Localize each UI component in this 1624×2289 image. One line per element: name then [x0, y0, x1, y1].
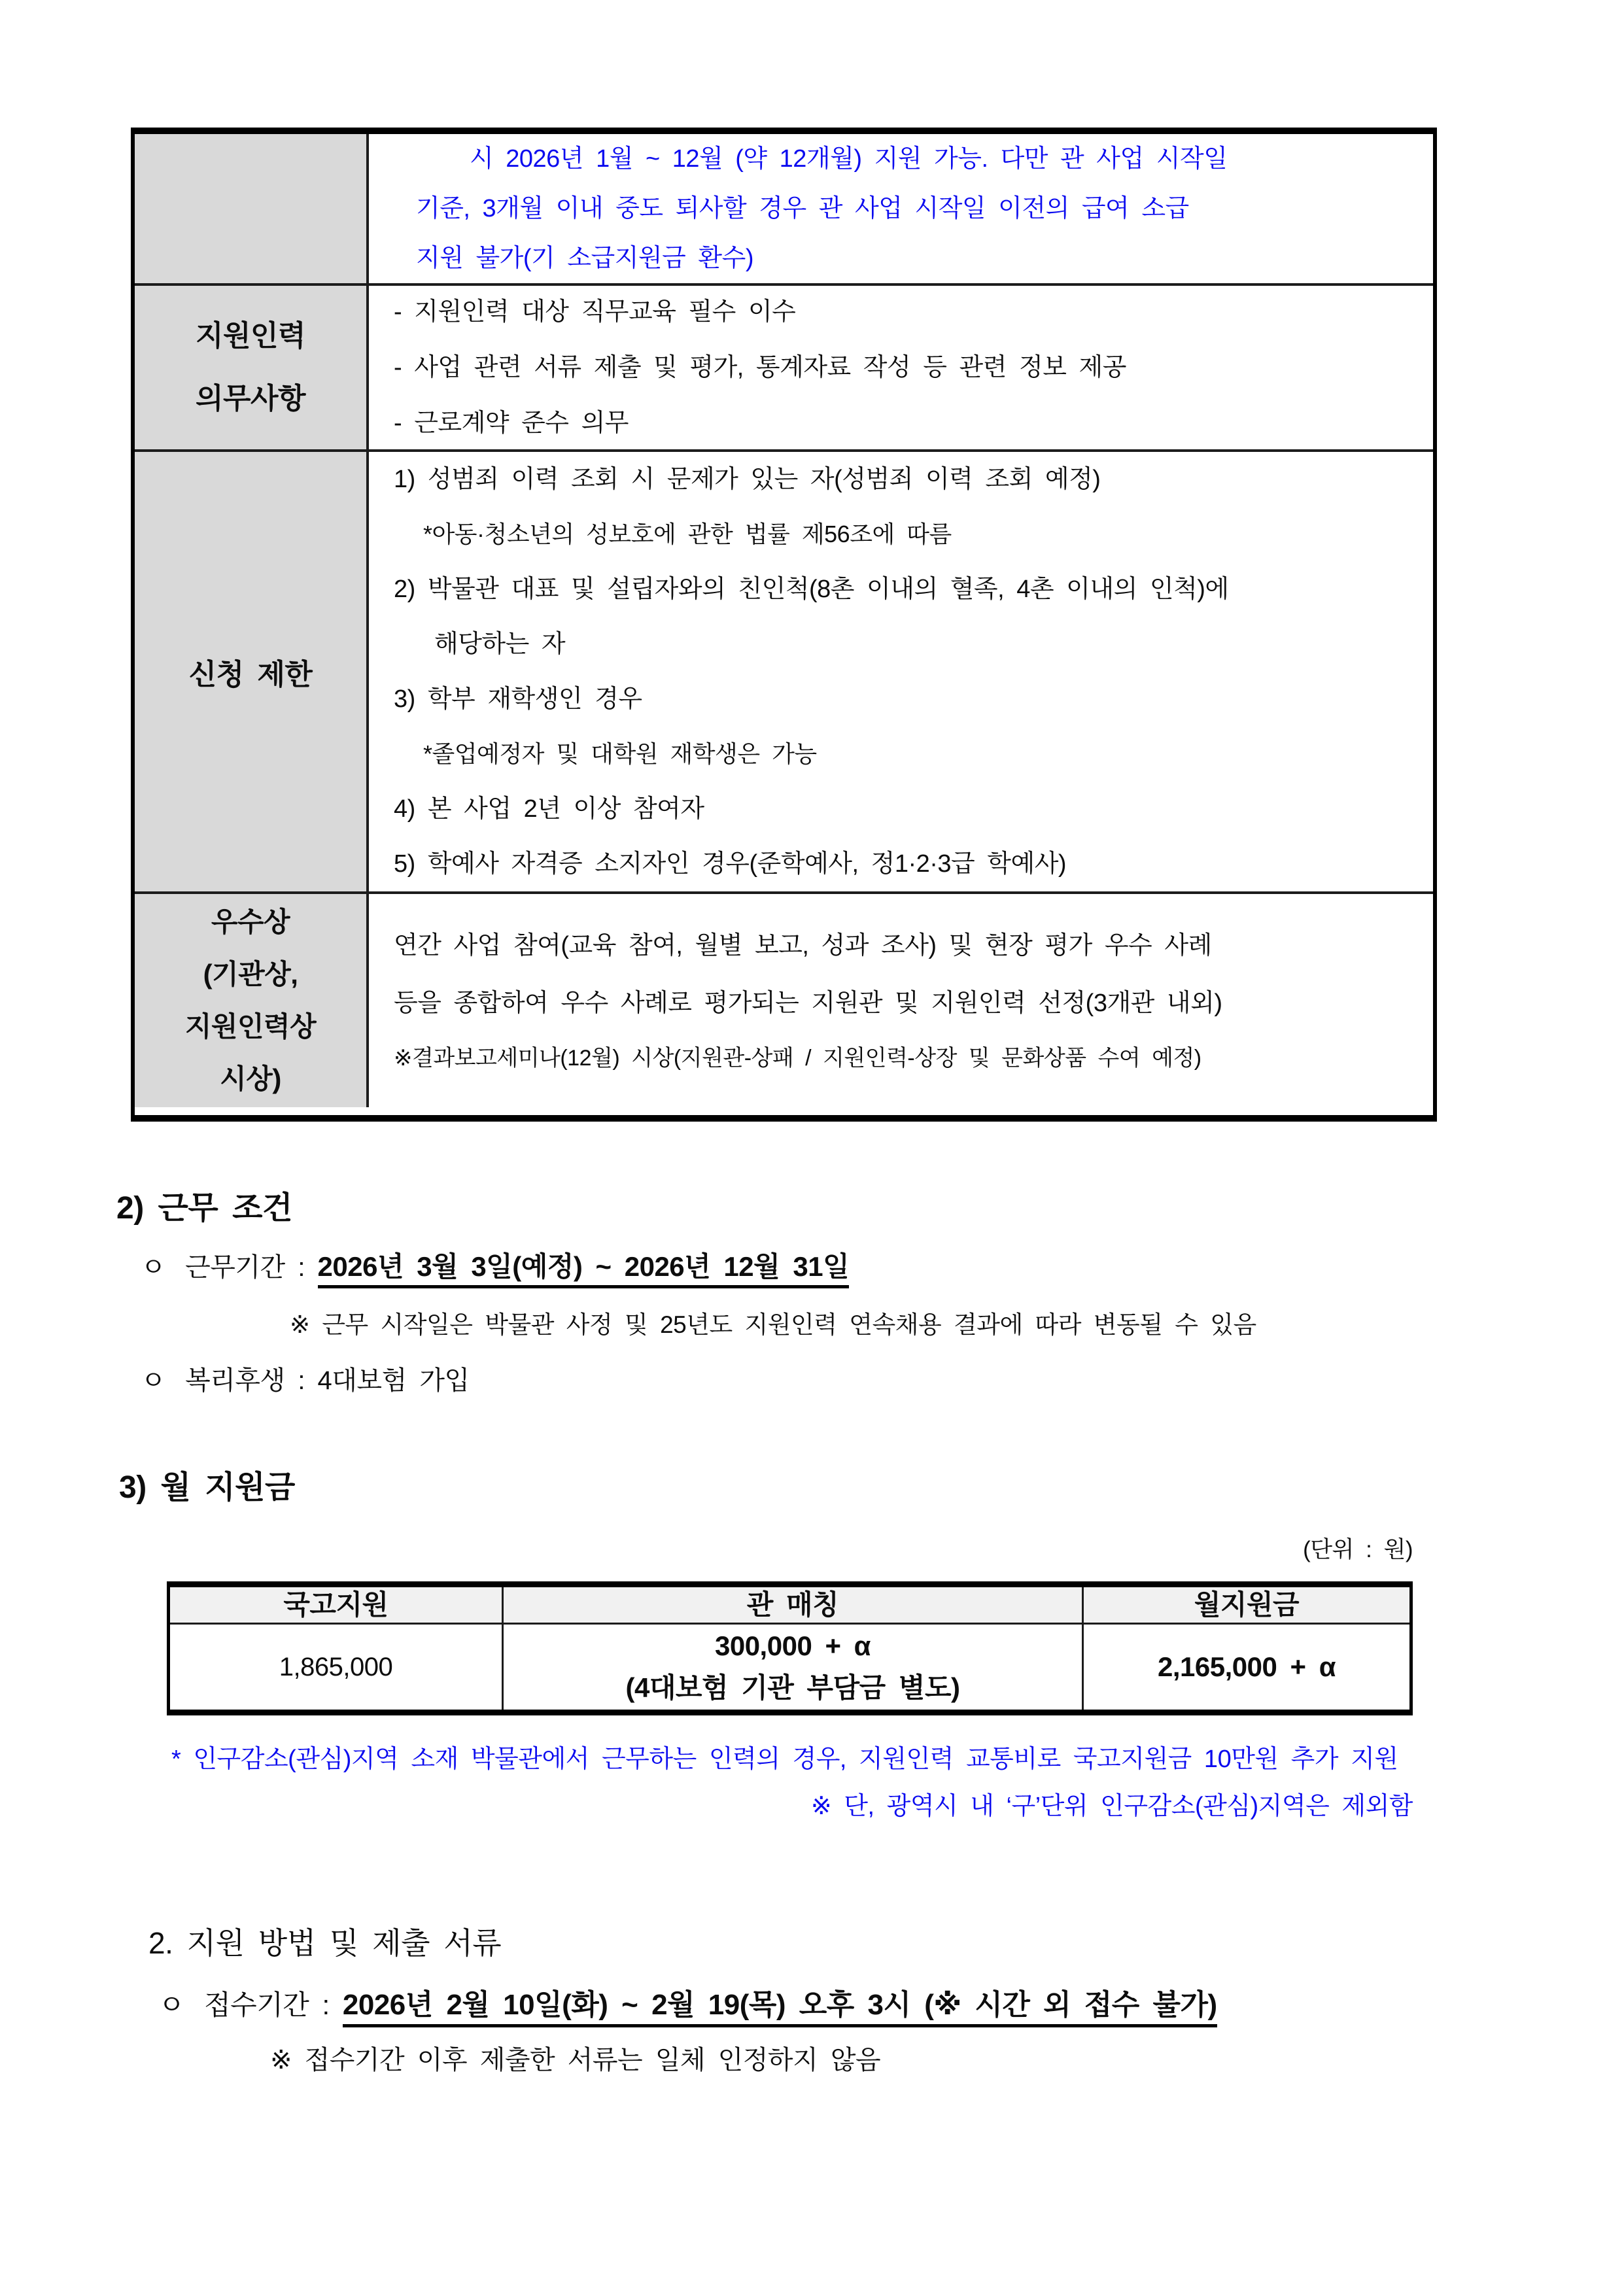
staff-duties-content	[369, 286, 1433, 449]
restriction-1-note: *아동·청소년의 성보호에 관한 법률 제56조에 따름	[423, 521, 952, 547]
grant-table-header-row	[170, 1587, 1409, 1625]
value-national-grant: 1,865,000	[170, 1625, 504, 1710]
application-period-value: 2026년 2월 10일(화) ~ 2월 19(목) 오후 3시 (※ 시간 외 접수 불가)	[343, 1989, 1217, 2027]
grant-note-exclusion: ※ 단, 광역시 내 ‘구’단위 인구감소(관심)지역은 제외함	[810, 1793, 1413, 1820]
application-period-label: 접수기간 :	[204, 1989, 343, 2020]
section-application-method-title: 2. 지원 방법 및 제출 서류	[148, 1926, 502, 1960]
value-museum-matching	[504, 1625, 1084, 1710]
restriction-1: 1) 성범죄 이력 조회 시 문제가 있는 자(성범죄 이력 조회 예정)	[394, 466, 1101, 493]
awards-line1: 연간 사업 참여(교육 참여, 월별 보고, 성과 조사) 및 현장 평가 우수 사례	[394, 932, 1212, 959]
restriction-2-cont: 해당하는 자	[434, 630, 566, 658]
grant-table-data-row	[170, 1625, 1409, 1710]
row-label-awards: 우수상 (기관상, 지원인력상 시상)	[135, 894, 369, 1107]
table-row-staff-duties	[135, 283, 1433, 449]
circle-bullet: ㅇ	[158, 1989, 185, 2020]
awards-content	[369, 894, 1433, 1107]
awards-line2: 등을 종합하여 우수 사례로 평가되는 지원관 및 지원인력 선정(3개관 내외)	[394, 990, 1222, 1017]
restrictions-content	[369, 452, 1433, 891]
grant-note-population: * 인구감소(관심)지역 소재 박물관에서 근무하는 인력의 경우, 지원인력 교통비로 국고지원금 10만원 추가 지원	[171, 1746, 1398, 1773]
table-row-awards	[135, 891, 1433, 1107]
table-row-application-restrictions	[135, 449, 1433, 891]
conditions-table	[131, 128, 1437, 1122]
support-period-line2: 기준, 3개월 이내 중도 퇴사할 경우 관 사업 시작일 이전의 급여 소급	[416, 195, 1189, 222]
awards-note: ※결과보고세미나(12월) 시상(지원관-상패 / 지원인력-상장 및 문화상품 수여 예정)	[394, 1046, 1201, 1071]
section-monthly-grant-title: 3) 월 지원금	[119, 1470, 295, 1505]
restriction-5: 5) 학예사 자격증 소지자인 경우(준학예사, 정1·2·3급 학예사)	[394, 850, 1067, 878]
application-period-note: ※ 접수기간 이후 제출한 서류는 일체 인정하지 않음	[270, 2046, 881, 2074]
application-period-line	[158, 1986, 1217, 2025]
row-label-restrictions: 신청 제한	[135, 452, 369, 891]
row-label-empty	[135, 134, 369, 283]
support-period-line3: 지원 불가(기 소급지원금 환수)	[416, 245, 753, 272]
table-row-support-period	[135, 134, 1433, 283]
restriction-3-note: *졸업예정자 및 대학원 재학생은 가능	[423, 740, 817, 767]
section-work-conditions-title: 2) 근무 조건	[116, 1191, 292, 1226]
work-period-note: ※ 근무 시작일은 박물관 사정 및 25년도 지원인력 연속채용 결과에 따라 변동될 수 있음	[290, 1311, 1256, 1338]
duty-item-2: - 사업 관련 서류 제출 및 평가, 통계자료 작성 등 관련 정보 제공	[394, 353, 1126, 381]
row-label-staff-duties: 지원인력 의무사항	[135, 286, 369, 449]
support-period-line1: 시 2026년 1월 ~ 12월 (약 12개월) 지원 가능. 다만 관 사업 시작일	[470, 145, 1228, 173]
duty-item-1: - 지원인력 대상 직무교육 필수 이수	[394, 298, 796, 326]
restriction-4: 4) 본 사업 2년 이상 참여자	[394, 795, 704, 823]
header-museum-matching: 관 매칭	[504, 1587, 1084, 1623]
header-monthly-total: 월지원금	[1194, 1589, 1300, 1620]
value-monthly-total: 2,165,000 + α	[1157, 1651, 1336, 1682]
duty-item-3: - 근로계약 준수 의무	[394, 409, 629, 437]
circle-bullet: ㅇ	[141, 1366, 166, 1395]
work-period-label: 근무기간 :	[185, 1253, 318, 1282]
work-period-value: 2026년 3월 3일(예정) ~ 2026년 12월 31일	[318, 1251, 850, 1288]
welfare-text: 복리후생 : 4대보험 가입	[185, 1366, 470, 1395]
restriction-3: 3) 학부 재학생인 경우	[394, 685, 642, 713]
header-national-grant: 국고지원	[170, 1587, 504, 1623]
matching-amount: 300,000 + α	[714, 1630, 871, 1661]
restriction-2: 2) 박물관 대표 및 설립자와의 친인척(8촌 이내의 혈족, 4촌 이내의 인척)에	[394, 576, 1229, 603]
unit-label: (단위 : 원)	[1303, 1537, 1413, 1562]
matching-note: (4대보험 기관 부담금 별도)	[625, 1672, 960, 1703]
monthly-grant-table	[167, 1581, 1413, 1715]
work-period-line	[141, 1248, 849, 1286]
welfare-line	[141, 1362, 470, 1400]
support-period-content	[369, 134, 1433, 283]
circle-bullet: ㅇ	[141, 1253, 166, 1282]
